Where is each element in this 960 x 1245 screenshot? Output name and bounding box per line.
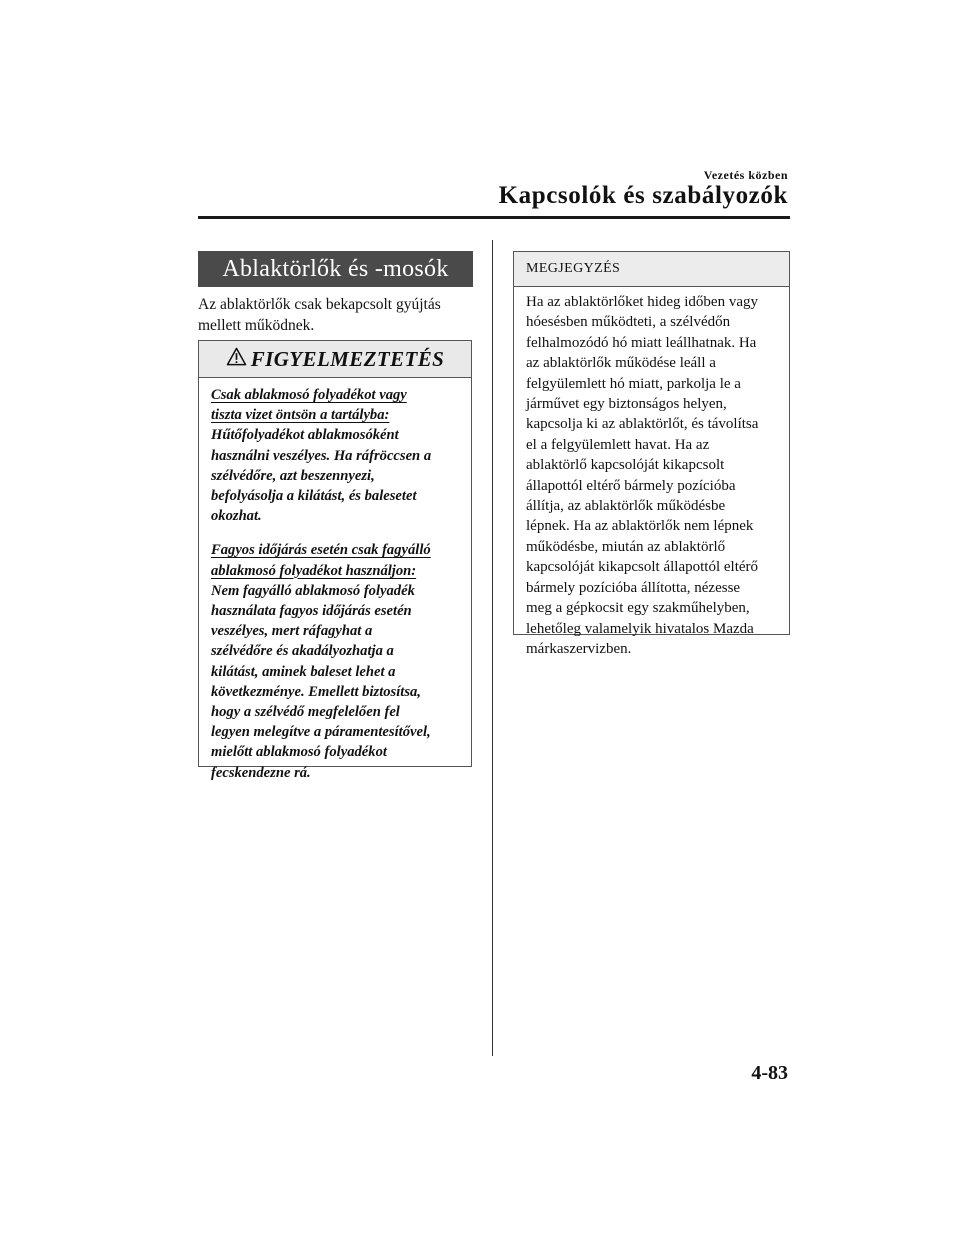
chapter-label: Vezetés közben <box>703 168 788 182</box>
note-line: járművet egy biztonságos helyen, <box>526 396 727 413</box>
intro-line: Az ablaktörlők csak bekapcsolt gyújtás <box>198 296 441 313</box>
warning-line: legyen melegítve a páramentesítővel, <box>211 724 431 741</box>
warning-line: fecskendezne rá. <box>211 764 311 781</box>
warning-triangle-icon <box>226 347 247 371</box>
note-line: meg a gépkocsit egy szakműhelyben, <box>526 600 750 617</box>
note-line: az ablaktörlők működése leáll a <box>526 355 716 372</box>
page-number: 4-83 <box>751 1062 788 1084</box>
warning-line: befolyásolja a kilátást, és balesetet <box>211 488 417 505</box>
note-line: Ha az ablaktörlőket hideg időben vagy <box>526 294 759 310</box>
warning-body <box>199 378 471 783</box>
warning-line: veszélyes, mert ráfagyhat a <box>211 623 373 640</box>
warning-title: FIGYELMEZTETÉS <box>250 346 445 371</box>
note-line: lépnek. Ha az ablaktörlők nem lépnek <box>526 518 754 535</box>
warning-heading-line: Csak ablakmosó folyadékot vagy <box>211 387 407 403</box>
note-line: lehetőleg valamelyik hivatalos Mazda <box>526 620 754 637</box>
header-rule <box>198 216 790 219</box>
warning-line: használata fagyos időjárás esetén <box>211 603 412 620</box>
warning-line: hogy a szélvédő megfelelően fel <box>211 704 400 721</box>
section-header-title: Kapcsolók és szabályozók <box>498 182 788 209</box>
warning-line: szélvédőre és akadályozhatja a <box>211 643 394 660</box>
column-divider <box>492 240 493 1056</box>
warning-line: Nem fagyálló ablakmosó folyadék <box>211 582 415 599</box>
note-box <box>513 251 790 657</box>
note-line: márkaszervizben. <box>526 640 632 657</box>
warning-paragraph <box>211 385 459 526</box>
note-title: MEGJEGYZÉS <box>514 252 789 287</box>
note-line: állapottól eltérő bármely pozícióba <box>526 477 736 494</box>
warning-line: következménye. Emellett biztosítsa, <box>211 683 421 700</box>
note-line: állítja, az ablaktörlők működésbe <box>526 498 726 515</box>
warning-header <box>199 341 471 378</box>
warning-heading-line: ablakmosó folyadékot használjon: <box>211 562 417 579</box>
intro-text <box>198 294 473 336</box>
warning-heading-line: Fagyos időjárás esetén csak fagyálló <box>211 542 431 559</box>
note-line: működésbe, miután az ablaktörlő <box>526 538 726 555</box>
section-title: Ablaktörlők és -mosók <box>198 251 473 287</box>
warning-line: mielőtt ablakmosó folyadékot <box>211 744 387 761</box>
note-line: ablaktörlő kapcsolóját kikapcsolt <box>526 457 725 474</box>
note-line: kapcsolóját kikapcsolt állapottól eltérő <box>526 559 759 576</box>
warning-line: kilátást, aminek baleset lehet a <box>211 663 396 680</box>
note-line: hóesésben működteti, a szélvédőn <box>526 314 731 331</box>
intro-line: mellett működnek. <box>198 317 315 334</box>
note-body <box>514 287 789 659</box>
warning-line: szélvédőre, azt beszennyezi, <box>211 467 375 484</box>
warning-box <box>198 340 472 781</box>
note-line: felhalmozódó hó miatt leállhatnak. Ha <box>526 334 757 351</box>
note-line: felgyülemlett hó miatt, parkolja le a <box>526 375 741 392</box>
warning-line: okozhat. <box>211 508 262 525</box>
note-line: bármely pozícióba állította, nézesse <box>526 579 741 596</box>
warning-heading-line: tiszta vizet öntsön a tartályba: <box>211 407 390 424</box>
note-line: el a felgyülemlett havat. Ha az <box>526 436 710 453</box>
note-line: kapcsolja ki az ablaktörlőt, és távolítsa <box>526 416 759 433</box>
warning-paragraph <box>211 540 459 782</box>
warning-line: használni veszélyes. Ha ráfröccsen a <box>211 447 432 464</box>
warning-line: Hűtőfolyadékot ablakmosóként <box>211 427 399 444</box>
